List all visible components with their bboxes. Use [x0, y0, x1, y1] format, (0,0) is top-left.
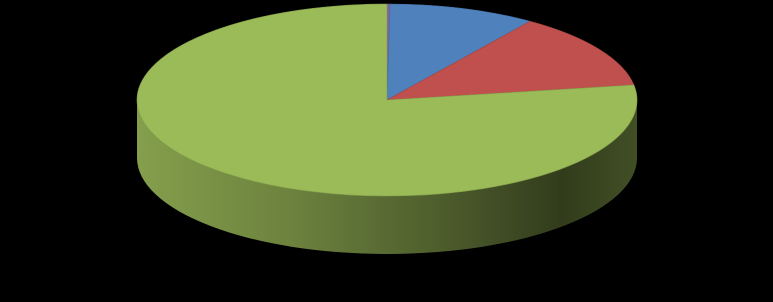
pie-top-faces — [137, 4, 637, 196]
